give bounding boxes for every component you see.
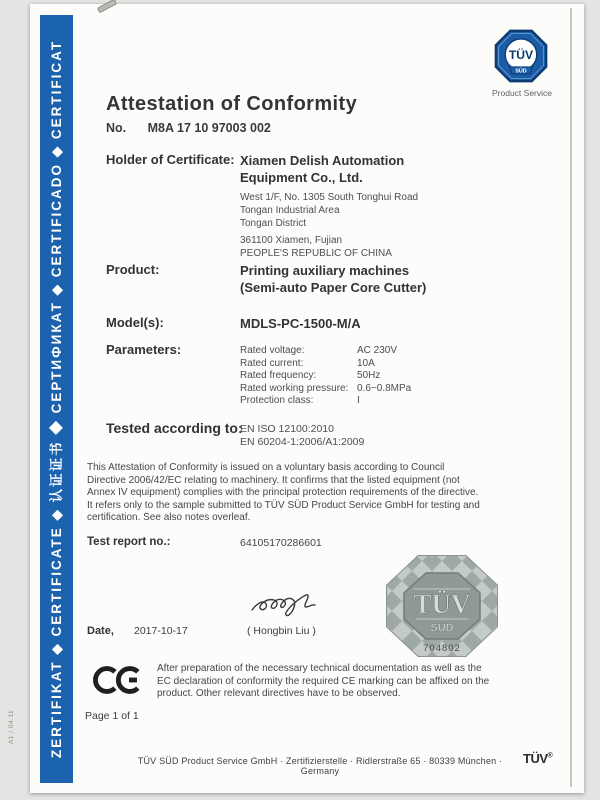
svg-text:TÜV: TÜV [508, 48, 534, 63]
parameters-label: Parameters: [106, 342, 182, 357]
hologram-seal-icon [382, 551, 502, 661]
side-band-multilingual-text: ZERTIFIKAT ◆ CERTIFICATE ◆ 认证证书 ◆ СЕРТИФИКАТ ◆ CERTIFICADO ◆ CERTIFICAT [49, 39, 64, 759]
holder-address-line: West 1/F, No. 1305 South Tonghui Road [240, 192, 419, 203]
holder-address-line: Tongan District [240, 218, 307, 229]
registered-mark: ® [547, 752, 553, 760]
parameter-name: Rated frequency: [240, 370, 317, 381]
date-label: Date, [87, 625, 114, 637]
parameter-name: Rated voltage: [240, 345, 305, 356]
holder-address-line: 361100 Xiamen, Fujian [240, 235, 343, 246]
parameters-table [240, 345, 411, 408]
parameter-name: Rated working pressure: [240, 382, 349, 394]
parameter-row [240, 370, 411, 383]
parameter-name: Protection class: [240, 395, 314, 406]
ce-declaration-note: After preparation of the necessary technical documentation as well as the EC declaration of conformity the required CE marking can be affixed on the product. Other relevant directives have to be observed. [157, 663, 490, 700]
parameter-row [240, 358, 411, 371]
parameter-value: 10A [357, 357, 375, 369]
parameter-row [240, 383, 411, 396]
tested-label: Tested according to: [106, 420, 243, 436]
attestation-statement: This Attestation of Conformity is issued on a voluntary basis according to Council Directive 2006/42/EC relating to machinery. It confirms that the listed equipment (not Annex IV equipment) complies with the principal protection requirements of the directive. It refers only to the sample submitted to TÜV SÜD Product Service GmbH for testing and certification. See also notes overleaf. [87, 462, 480, 524]
tuv-sud-logo-icon [494, 28, 548, 84]
svg-text:SÜD: SÜD [515, 68, 527, 75]
form-revision-note: A1 / 04.11 [8, 709, 15, 744]
signer-name: ( Hongbin Liu ) [247, 625, 316, 637]
footer-tuv-logo [523, 751, 552, 766]
date-value: 2017-10-17 [134, 625, 188, 637]
product-line2: (Semi-auto Paper Core Cutter) [240, 280, 427, 295]
svg-text:704802: 704802 [423, 643, 461, 654]
parameter-value: I [357, 395, 360, 406]
svg-text:SÜD: SÜD [430, 622, 454, 634]
ce-mark-icon [92, 661, 144, 699]
page-number-note: Page 1 of 1 [85, 710, 139, 722]
parameter-row [240, 345, 411, 358]
parameter-row [240, 395, 411, 408]
product-label: Product: [106, 262, 160, 277]
parameter-value: 50Hz [357, 370, 381, 381]
holder-label: Holder of Certificate: [106, 152, 235, 167]
tested-standards [240, 423, 364, 449]
page-edge-line [570, 8, 572, 787]
svg-text:TÜV: TÜV [413, 589, 471, 619]
parameter-value: 0.6~0.8MPa [357, 382, 412, 394]
logo-caption: Product Service [492, 88, 552, 98]
holder-name-line1: Xiamen Delish Automation [240, 153, 405, 168]
certificate-number-label: No. [106, 121, 127, 135]
models-label: Model(s): [106, 315, 164, 330]
product-line1: Printing auxiliary machines [240, 263, 410, 278]
test-report-number: 64105170286601 [240, 537, 322, 549]
signature-icon [248, 588, 326, 620]
test-report-label: Test report no.: [87, 536, 171, 548]
holder-name-line2: Equipment Co., Ltd. [240, 170, 363, 185]
holder-value [240, 152, 418, 260]
holder-address-line: PEOPLE'S REPUBLIC OF CHINA [240, 248, 392, 259]
holder-address-line: Tongan Industrial Area [240, 205, 340, 216]
certificate-number-row [106, 121, 271, 135]
standard-line: EN ISO 12100:2010 [240, 423, 334, 435]
issuer-address-footer: TÜV SÜD Product Service GmbH · Zertifizierstelle · Ridlerstraße 65 · 80339 München · Germany [137, 756, 503, 776]
standard-line: EN 60204-1:2006/A1:2009 [240, 436, 365, 448]
parameter-value: AC 230V [357, 345, 398, 356]
product-value [240, 262, 426, 296]
models-value: MDLS-PC-1500-M/A [240, 316, 361, 331]
certificate-number: M8A 17 10 97003 002 [147, 121, 271, 135]
parameter-name: Rated current: [240, 357, 304, 369]
footer-tuv-text: TÜV [523, 751, 548, 766]
page-title: Attestation of Conformity [106, 93, 358, 115]
